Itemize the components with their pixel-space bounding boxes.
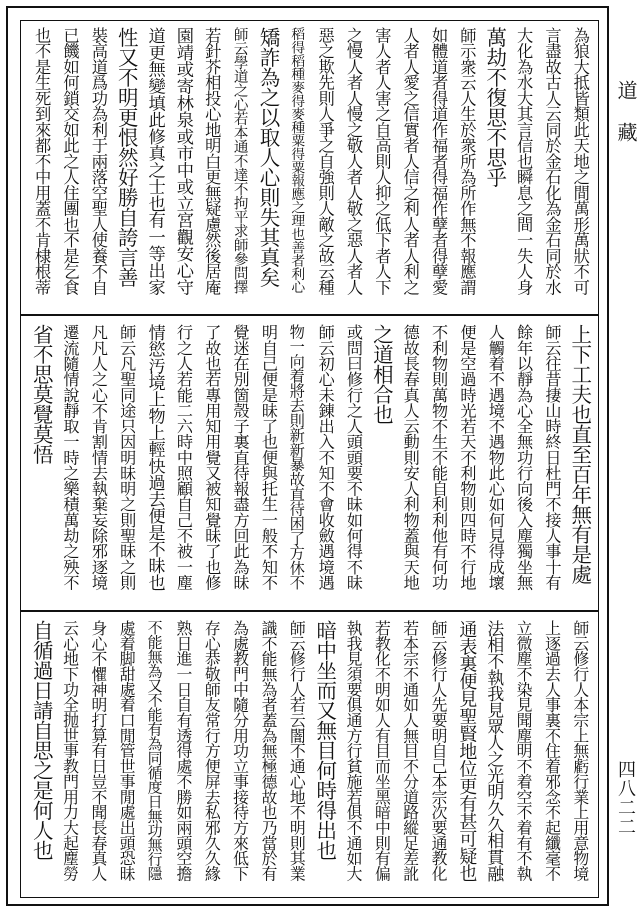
text-column: 身心不懼神明打算有日豈不聞長春真人	[88, 620, 108, 881]
text-column: 之慢人者人慢之敬人者人敬之惡人者人	[344, 27, 363, 295]
text-column: 熟日進一日自有透得處不勝如兩頭空擔	[173, 620, 193, 881]
section-middle	[21, 318, 598, 608]
text-column: 害人者人害之自高則人抑之低下者人下	[372, 27, 392, 295]
text-column: 凡凡人之心不肯割情去執棄妄除邪逐境	[88, 324, 108, 590]
text-column: 若教化不明如人有目而坐黑暗中則有偏	[372, 620, 392, 881]
text-column: 師云凡聖同途只因明昧明之則聖昧之則	[117, 324, 137, 590]
text-column: 師云初心未錬出入不知不會收斂遇境遇	[315, 324, 335, 590]
text-column: 師示衆云人生於衆所為所作無不報應謂	[457, 27, 477, 295]
text-column: 覺迷在別箇殼子裏直待報盡方回此為昧	[230, 324, 250, 590]
text-column: 便是空過時光若天不利物則四時不行地	[457, 324, 477, 590]
text-column: 人者人愛之信實者人信之利人者人利之	[400, 27, 420, 295]
text-column: 或問曰修行之人頭頭要不昧如何得不昧	[344, 324, 363, 590]
text-column: 通表裏便見聖賢地位更有甚可疑也	[456, 620, 478, 882]
text-column: 為狼大抵皆類此天地之間萬形萬狀不可	[570, 27, 590, 295]
text-column: 大化為水大其言信也瞬息之間一失人身	[514, 27, 534, 295]
page-border	[6, 6, 609, 906]
text-column: 不能無為又不能有為同循度日無功無行隱	[145, 620, 164, 881]
text-column: 上逐過去人事裏不住着邪念不起纖毫不	[542, 620, 562, 881]
text-column: 處着脚甜處着口閒管世事閒處出頭恐昧	[117, 620, 137, 881]
text-column: 師云往昔捿山時終日杜門不接人事十有	[542, 324, 562, 590]
text-column: 省不思莫覺莫悟	[29, 324, 54, 464]
text-column: 師云修行人先要明自己本宗次要通教化	[429, 620, 449, 881]
text-column: 裝高道爲功為利于兩落空聖人使養不自	[88, 27, 108, 295]
text-column: 為處教門中隨分用功立事接待方來低下	[230, 620, 250, 881]
text-column: 園靖或寄林泉或市中或立宮觀安心守	[172, 27, 193, 296]
text-column: 萬劫不復思不思乎	[482, 27, 507, 187]
text-column: 存心恭敬師友常行方便屏去私邪久久緣	[202, 620, 222, 881]
text-column: 明自己便是昧了也便與托生一般不知不	[259, 324, 278, 590]
margin-title: 道藏	[614, 80, 638, 164]
section-bottom	[21, 614, 598, 899]
text-area	[20, 20, 599, 898]
text-column: 已饑如何鎖交如此之人住團也不是乞食	[60, 27, 80, 295]
section-divider	[21, 610, 598, 612]
text-column: 法相不執我見眾人之光明久久相貫融	[484, 620, 505, 882]
page-number: 四八二二	[615, 760, 636, 836]
text-column: 餘年以靜為心全無功行向後入塵獨坐無	[514, 324, 534, 590]
text-column: 情慾汚境上物上輕快過去便是不昧也	[144, 324, 165, 591]
text-column: 暗中坐而又無目何時得出也	[312, 620, 337, 860]
text-column: 矯詐為之以取人心則失其真矣	[256, 27, 280, 287]
text-column: 也不是生死到來都不中用蓋不肯棣根蒂	[32, 27, 52, 295]
text-column: 若本宗不通如人無目不分道路縱足差訛	[400, 620, 420, 881]
text-column: 云心地下功全抛世事教門用力大起塵勞	[60, 620, 80, 881]
text-column: 執我見須要俱通方行貧施若俱不通如大	[344, 620, 363, 881]
text-column: 遷流隨情說靜取一時之樂積萬劫之殃不	[60, 324, 80, 590]
text-column: 性又不明更恨然好勝自誇言善	[114, 27, 139, 287]
text-column: 之道相合也	[369, 324, 394, 424]
text-column: 德故長春真人云動則安人利物蓋與天地	[400, 324, 420, 590]
text-column: 立微塵不染見聞塵明不着空不着有不執	[514, 620, 534, 881]
text-column: 惡之欺先則人爭之自強則人敵之故云種	[315, 27, 335, 295]
text-column: 言盡故古人云同於金石化為金石同於水	[542, 27, 562, 295]
text-column: 若針芥相投心地明白更無疑慮然後居庵	[202, 27, 222, 295]
text-column: 如體道者得道作福者得福作孽者得孽愛	[429, 27, 449, 295]
text-column: 人觸着不遇境不遇物此心如何見得成壞	[485, 324, 505, 590]
section-top	[21, 21, 598, 313]
text-column: 行之人若能二六時中照顧自己不被一塵	[173, 324, 193, 590]
text-column: 師云修行人本宗上無虧行業上用意物境	[570, 620, 590, 881]
section-divider	[21, 314, 598, 316]
text-column: 物一向着將去則新新暴故直待困了方休不	[287, 324, 306, 590]
text-column: 了故也若專用知用覺又被知覺昧了也修	[202, 324, 222, 590]
text-column: 稻得稻種麥得麥種粟得粟報應之理也善者利心	[288, 27, 305, 294]
text-column: 師云學道之心若本通不達不拘平求師參問擇	[231, 27, 249, 294]
text-column: 師云修行人若云闇不通心地不明則其業	[287, 620, 307, 881]
text-column: 識不能無為者蓋為無極德故也乃當於有	[259, 620, 278, 881]
text-column: 上下工夫也直至百年無有是處	[567, 324, 592, 584]
text-column: 不利物則萬物不生不能自利利他有何功	[429, 324, 449, 590]
text-column: 道更無變填此修真之士也有一等出家	[144, 27, 165, 296]
text-column: 自循過日請自思之是何人也	[29, 620, 54, 860]
